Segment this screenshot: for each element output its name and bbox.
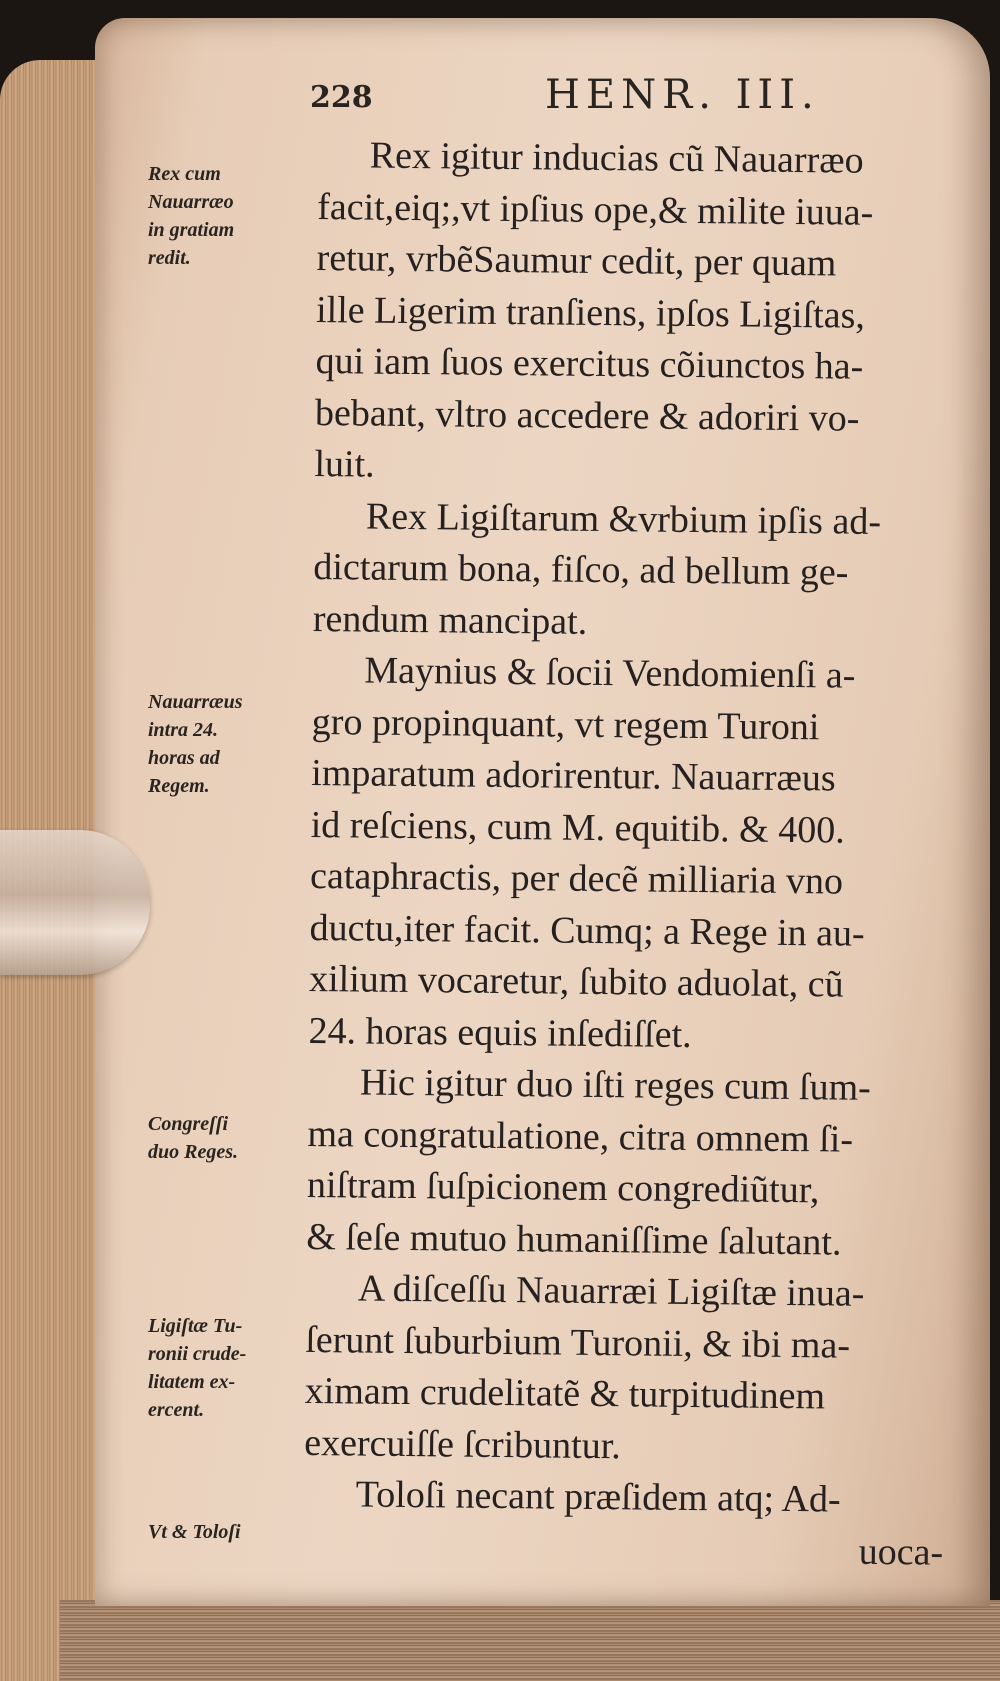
text-line: exercuiſſe ſcribuntur. — [304, 1421, 622, 1467]
note-line: Nauarræus — [148, 691, 243, 713]
text-line: Maynius & ſocii Vendomienſi a- — [364, 649, 856, 697]
text-line: luit. — [314, 442, 375, 486]
marginal-note — [148, 1110, 308, 1166]
text-line: ximam crudelitatẽ & turpitudinem — [304, 1369, 826, 1418]
text-line: facit,eiq;,vt ipſius ope,& milite iuua- — [316, 185, 874, 234]
text-line: Rex igitur inducias cũ Nauarræo — [369, 134, 864, 182]
marginal-note — [148, 160, 308, 272]
page-clip — [0, 830, 150, 975]
text-line: bebant, vltro accedere & adoriri vo- — [314, 391, 860, 440]
text-line: & ſeſe mutuo humaniſſime ſalutant. — [306, 1215, 842, 1264]
text-line: 24. horas equis inſediſſet. — [308, 1009, 692, 1056]
marginal-note — [148, 688, 308, 800]
running-head: HENR. III. — [545, 72, 820, 118]
page-number: 228 — [310, 80, 373, 115]
page-header — [310, 72, 830, 122]
note-line: in gratiam — [148, 219, 235, 241]
page-edges-bottom — [60, 1600, 1000, 1681]
text-line: niſtram ſuſpicionem congrediũtur, — [306, 1163, 820, 1212]
text-line: retur, vrbẽSaumur cedit, per quam — [316, 236, 837, 285]
note-line: Rex cum — [148, 163, 221, 185]
text-line: rendum mancipat. — [312, 597, 588, 643]
text-line: xilium vocaretur, ſubito aduolat, cũ — [308, 957, 844, 1006]
text-line: qui iam ſuos exercitus cõiunctos ha- — [315, 339, 864, 388]
text-line: Toloſi necant præſidem atq; Ad- — [355, 1473, 841, 1521]
catchword: uoca- — [858, 1530, 944, 1574]
text-line: Rex Ligiſtarum &vrbium ipſis ad- — [365, 495, 882, 543]
text-line: ſerunt ſuburbium Turonii, & ibi ma- — [305, 1318, 851, 1367]
text-line: cataphractis, per decẽ milliaria vno — [309, 854, 844, 903]
note-line: Ligiſtæ Tu- — [148, 1315, 243, 1337]
note-line: Nauarræo — [148, 191, 234, 213]
note-line: litatem ex- — [148, 1371, 236, 1393]
text-line: Hic igitur duo iſti reges cum ſum- — [359, 1061, 872, 1109]
text-line: gro propinquant, vt regem Turoni — [311, 700, 820, 748]
marginal-note — [148, 1518, 308, 1546]
marginal-note — [148, 1312, 308, 1424]
text-line: ductu,iter facit. Cumq; a Rege in au- — [309, 906, 865, 955]
text-line: id reſciens, cum M. equitib. & 400. — [310, 803, 845, 852]
text-line: ille Ligerim tranſiens, ipſos Ligiſtas, — [315, 288, 866, 337]
text-line: imparatum adorirentur. Nauarræus — [311, 751, 836, 800]
note-line: duo Reges. — [148, 1141, 238, 1163]
note-line: Congreſſi — [148, 1113, 228, 1135]
text-line: dictarum bona, fiſco, ad bellum ge- — [313, 545, 849, 594]
main-text — [303, 130, 978, 1579]
text-line: ma congratulatione, citra omnem ſi- — [307, 1112, 854, 1161]
note-line: Regem. — [148, 775, 210, 797]
note-line: Vt & Toloſi — [148, 1521, 241, 1543]
note-line: redit. — [148, 247, 191, 269]
note-line: ercent. — [148, 1399, 205, 1421]
text-line: A diſceſſu Nauarræi Ligiſtæ inua- — [357, 1267, 865, 1315]
note-line: intra 24. — [148, 719, 219, 741]
note-line: ronii crude- — [148, 1343, 247, 1365]
note-line: horas ad — [148, 747, 220, 769]
